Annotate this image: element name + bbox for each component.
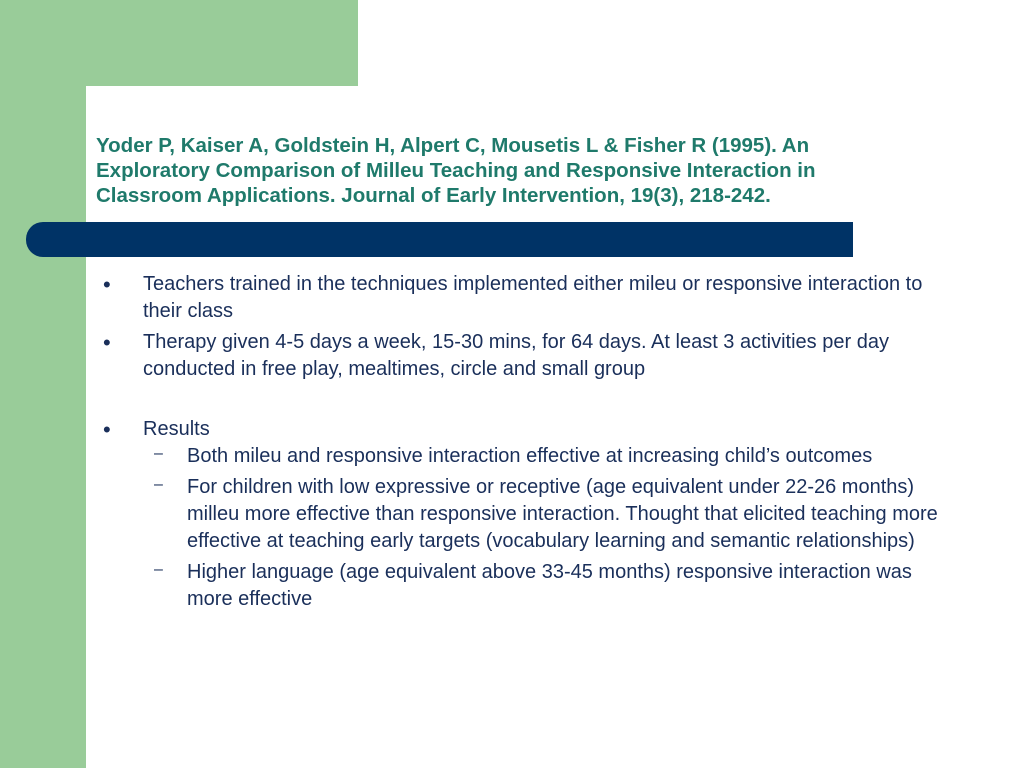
bullet-item — [100, 271, 940, 325]
bullet-dot-icon: • — [103, 272, 111, 297]
sub-bullet-text: Both mileu and responsive interaction effective at increasing child’s outcomes — [187, 445, 873, 467]
dash-icon: – — [154, 561, 163, 578]
bullet-item — [100, 329, 940, 383]
title-divider-bar — [26, 222, 853, 257]
sub-bullet-item — [100, 443, 940, 470]
bullet-text: Teachers trained in the techniques implemented either mileu or responsive interaction to their class — [143, 273, 923, 322]
slide-title: Yoder P, Kaiser A, Goldstein H, Alpert C, Mousetis L & Fisher R (1995). An Exploratory Comparison of Milleu Teaching and Responsive Interaction in Classroom Applications. Journal of Early Intervention, 19(3), 218-242. — [96, 134, 816, 207]
green-top-decoration — [86, 0, 358, 86]
slide-body — [100, 271, 940, 617]
bullet-list — [100, 271, 940, 613]
sub-bullet-text: For children with low expressive or receptive (age equivalent under 22-26 months) milleu more effective than responsive interaction. Thought that elicited teaching more effective at teaching early targets (vocabulary learning and semantic relationships) — [187, 476, 938, 552]
green-sidebar-decoration — [0, 0, 86, 768]
dash-icon: – — [154, 476, 163, 493]
bullet-text: Therapy given 4-5 days a week, 15-30 mins, for 64 days. At least 3 activities per day conducted in free play, mealtimes, circle and small group — [143, 331, 889, 380]
bullet-item-results — [100, 416, 940, 613]
sub-bullet-text: Higher language (age equivalent above 33-45 months) responsive interaction was more effective — [187, 561, 912, 610]
sub-bullet-item — [100, 474, 940, 555]
sub-bullet-item — [100, 559, 940, 613]
bullet-text: Results — [143, 418, 210, 440]
bullet-dot-icon: • — [103, 330, 111, 355]
sub-bullet-list — [143, 443, 940, 613]
bullet-dot-icon: • — [103, 417, 111, 442]
dash-icon: – — [154, 445, 163, 462]
